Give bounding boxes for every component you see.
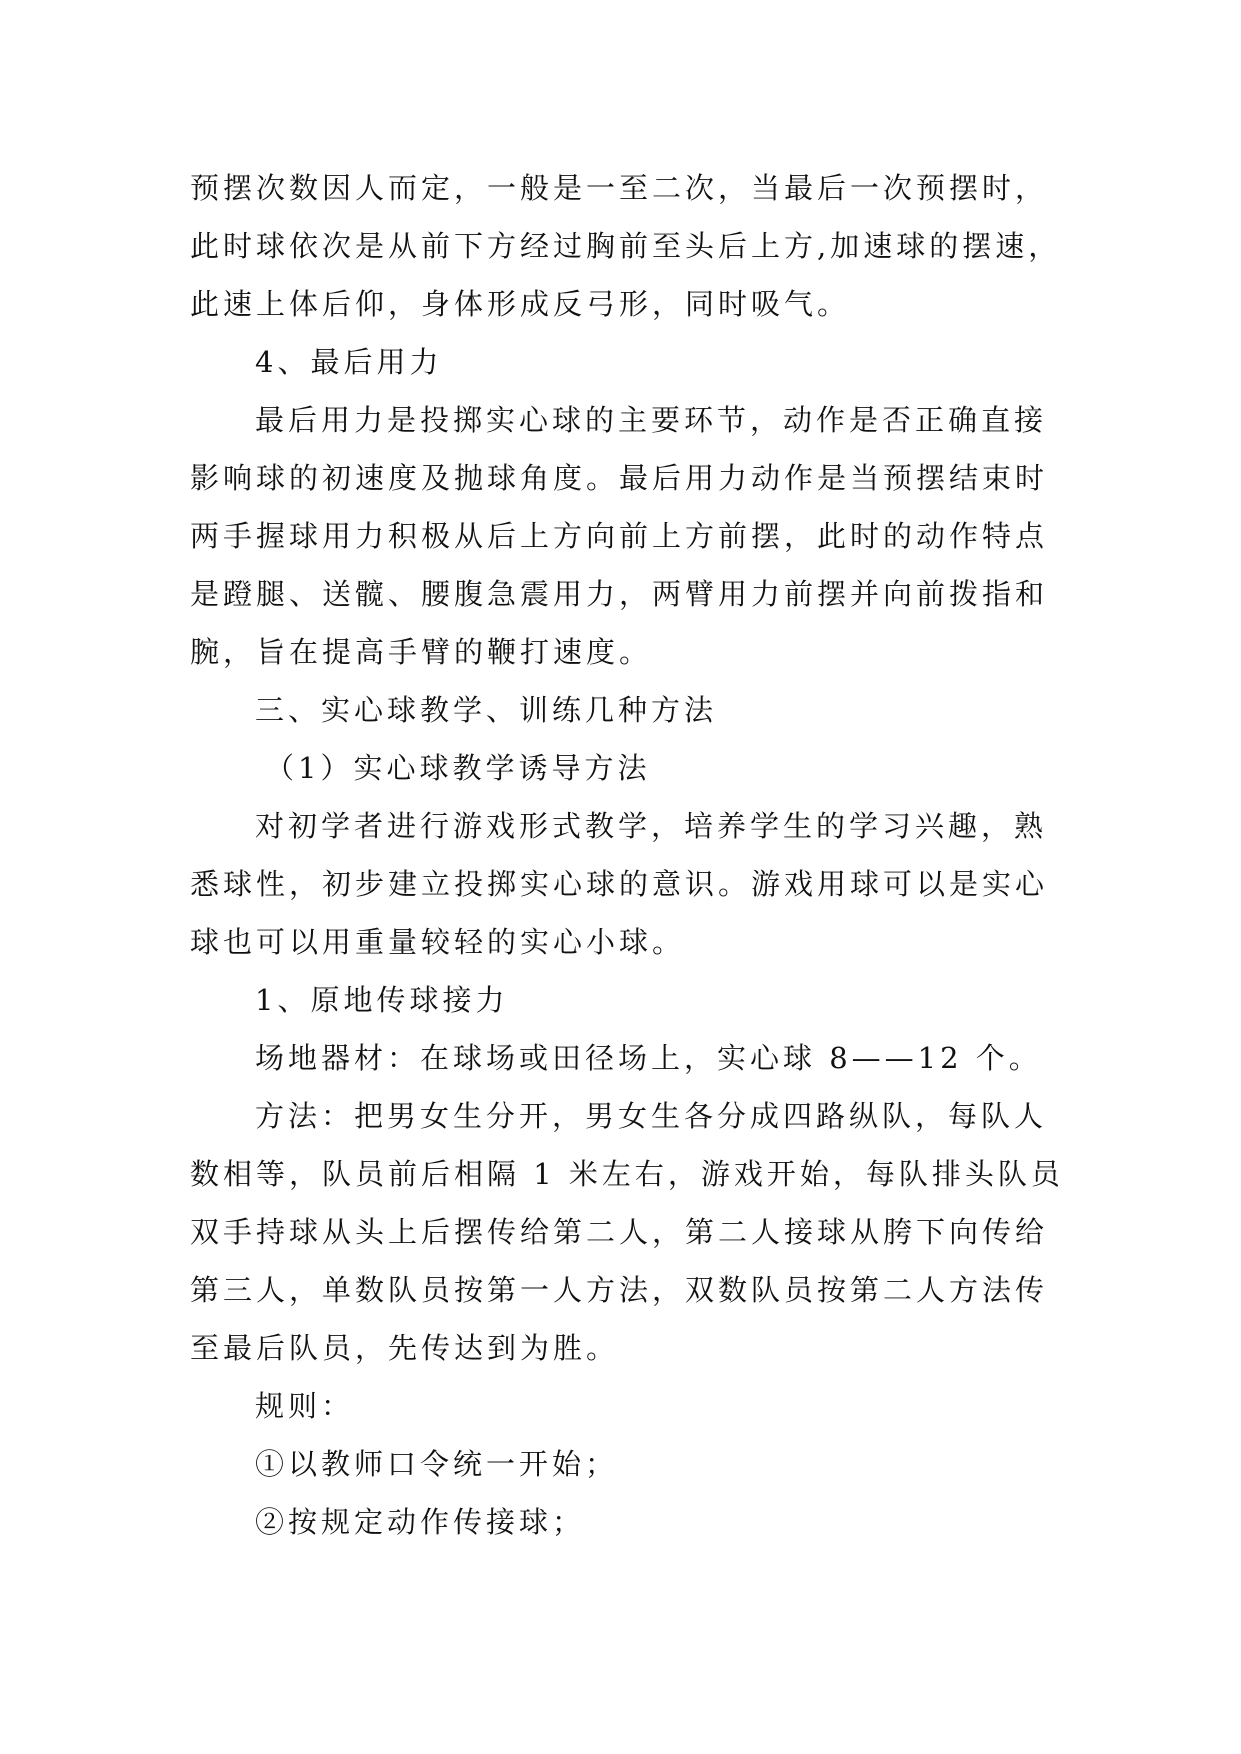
body-text-line: 场地器材：在球场或田径场上，实心球 8——12 个。 bbox=[255, 1041, 1042, 1075]
body-text-line: 至最后队员，先传达到为胜。 bbox=[190, 1331, 620, 1365]
body-text-line: 影响球的初速度及抛球角度。最后用力动作是当预摆结束时 bbox=[190, 461, 1049, 495]
body-text-line: 方法：把男女生分开，男女生各分成四路纵队，每队人 bbox=[255, 1099, 1048, 1133]
subsection-heading: （1）实心球教学诱导方法 bbox=[265, 751, 651, 785]
body-text-line: 此时球依次是从前下方经过胸前至头后上方,加速球的摆速， bbox=[190, 229, 1062, 263]
body-text-line: 是蹬腿、送髋、腰腹急震用力，两臂用力前摆并向前拨指和 bbox=[190, 577, 1049, 611]
section-heading: 1、原地传球接力 bbox=[255, 983, 509, 1017]
body-text-line: 此速上体后仰，身体形成反弓形，同时吸气。 bbox=[190, 287, 851, 321]
body-text-line: 数相等，队员前后相隔 1 米左右，游戏开始，每队排头队员 bbox=[190, 1157, 1064, 1191]
body-text-line: 两手握球用力积极从后上方向前上方前摆，此时的动作特点 bbox=[190, 519, 1049, 553]
body-text-line: 第三人，单数队员按第一人方法，双数队员按第二人方法传 bbox=[190, 1273, 1049, 1307]
body-text-line: 预摆次数因人而定，一般是一至二次，当最后一次预摆时， bbox=[190, 171, 1049, 205]
body-text-line: 最后用力是投掷实心球的主要环节，动作是否正确直接 bbox=[255, 403, 1048, 437]
body-text-line: 对初学者进行游戏形式教学，培养学生的学习兴趣，熟 bbox=[255, 809, 1048, 843]
body-text-line: 腕，旨在提高手臂的鞭打速度。 bbox=[190, 635, 653, 669]
rule-item: ①以教师口令统一开始； bbox=[255, 1447, 619, 1481]
body-text-line: 悉球性，初步建立投掷实心球的意识。游戏用球可以是实心 bbox=[190, 867, 1049, 901]
section-heading: 三、实心球教学、训练几种方法 bbox=[255, 693, 718, 727]
rules-heading: 规则： bbox=[255, 1389, 355, 1423]
body-text-line: 球也可以用重量较轻的实心小球。 bbox=[190, 925, 686, 959]
section-heading: 4、最后用力 bbox=[255, 345, 443, 379]
rule-item: ②按规定动作传接球； bbox=[255, 1505, 586, 1539]
body-text-line: 双手持球从头上后摆传给第二人，第二人接球从胯下向传给 bbox=[190, 1215, 1049, 1249]
